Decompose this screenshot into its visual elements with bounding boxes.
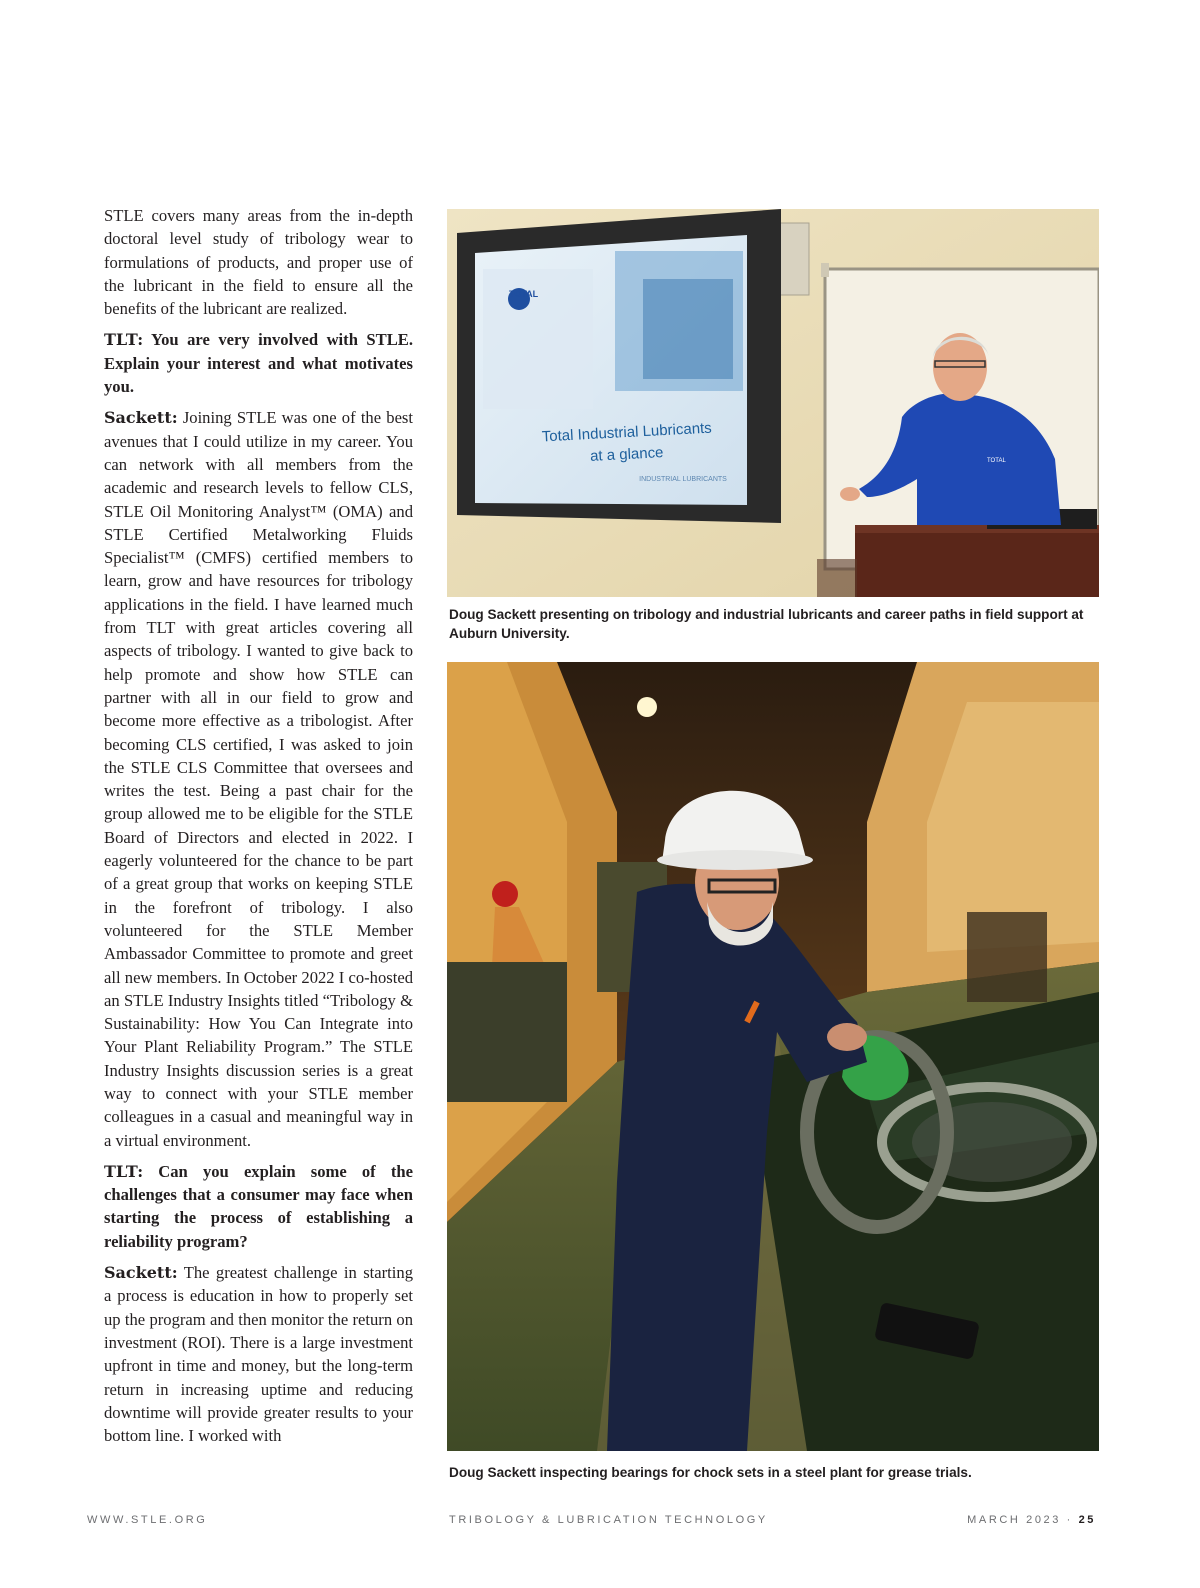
shirt-logo: TOTAL <box>987 458 1006 464</box>
question-text: Can you explain some of the challenges that a consumer may face when starting the process of establishing a reliability program? <box>104 1161 413 1251</box>
slide-footer: INDUSTRIAL LUBRICANTS <box>639 476 727 483</box>
photo-steel-plant <box>447 662 1099 1451</box>
speaker-label: Sackett: <box>104 1263 178 1283</box>
article-column <box>104 204 413 1455</box>
slide-title-line1: Total Industrial Lubricants <box>541 419 713 446</box>
photo-presentation <box>447 209 1099 597</box>
footer-publication: TRIBOLOGY & LUBRICATION TECHNOLOGY <box>449 1514 768 1526</box>
answer-1 <box>104 406 413 1152</box>
answer-2 <box>104 1261 413 1447</box>
photo-caption-2: Doug Sackett inspecting bearings for chock sets in a steel plant for grease trials. <box>449 1465 972 1480</box>
speaker-label: Sackett: <box>104 408 178 428</box>
photo-caption-1: Doug Sackett presenting on tribology and industrial lubricants and career paths in field support at Auburn University. <box>449 607 1084 641</box>
footer-issue <box>967 1514 1096 1526</box>
ceiling-light <box>637 697 657 717</box>
slide-title-line2: at a glance <box>589 444 664 465</box>
podium <box>855 525 1099 597</box>
paragraph-intro: STLE covers many areas from the in-depth doctoral level study of tribology wear to formulations of products, and proper use of the lubricant in the field to ensure all the benefits of the lubricant are realized. <box>104 206 413 319</box>
question-2 <box>104 1160 413 1253</box>
question-text: You are very involved with STLE. Explain your interest and what motivates you. <box>104 330 413 397</box>
footer-date: MARCH 2023 <box>967 1514 1061 1526</box>
footer-website: WWW.STLE.ORG <box>87 1514 208 1526</box>
speaker-label: TLT: <box>104 1161 144 1181</box>
presentation-illustration <box>447 209 1099 597</box>
speaker-label: TLT: <box>104 330 144 350</box>
answer-text: Joining STLE was one of the best avenues that I could utilize in my career. You can network with all members from the academic and research levels to fellow CLS, STLE Oil Monitoring Analyst™ (OMA) and STLE Certified Metalworking Fluids Specialist™ (CMFS) certified members to learn, grow and have resources for tribology applications in the field. I have learned much from TLT with great articles covering all aspects of tribology. I wanted to give back to help promote and show how STLE can partner with all in our field to grow and become more effective as a tribologist. After becoming CLS certified, I was asked to join the STLE CLS Committee that oversees and writes the test. Being a past chair for the group allowed me to be eligible for the STLE Board of Directors and elected in 2022. I eagerly volunteered for the chance to be part of a great group that works on keeping STLE in the forefront of tribology. I also volunteered for the STLE Member Ambassador Committee to promote and greet all new members. In October 2022 I co-hosted an STLE Industry Insights titled “Tribology & Sustainability: How You Can Integrate into Your Plant Reliability Program.” The STLE Industry Insights discussion series is a great way to connect with your STLE member colleagues in a casual and meaningful way in a virtual environment. <box>104 408 413 1150</box>
page-number: 25 <box>1078 1514 1096 1526</box>
steel-plant-illustration <box>447 662 1099 1451</box>
question-1 <box>104 328 413 398</box>
answer-text: The greatest challenge in starting a process is education in how to properly set up the program and then monitor the return on investment (ROI). There is a large investment upfront in time and money, but the long-term return in increasing uptime and reducing downtime will provide greater results to your bottom line. I worked with <box>104 1263 413 1446</box>
slide-brand: TOTAL <box>509 289 539 299</box>
footer-separator: · <box>1066 1514 1073 1526</box>
